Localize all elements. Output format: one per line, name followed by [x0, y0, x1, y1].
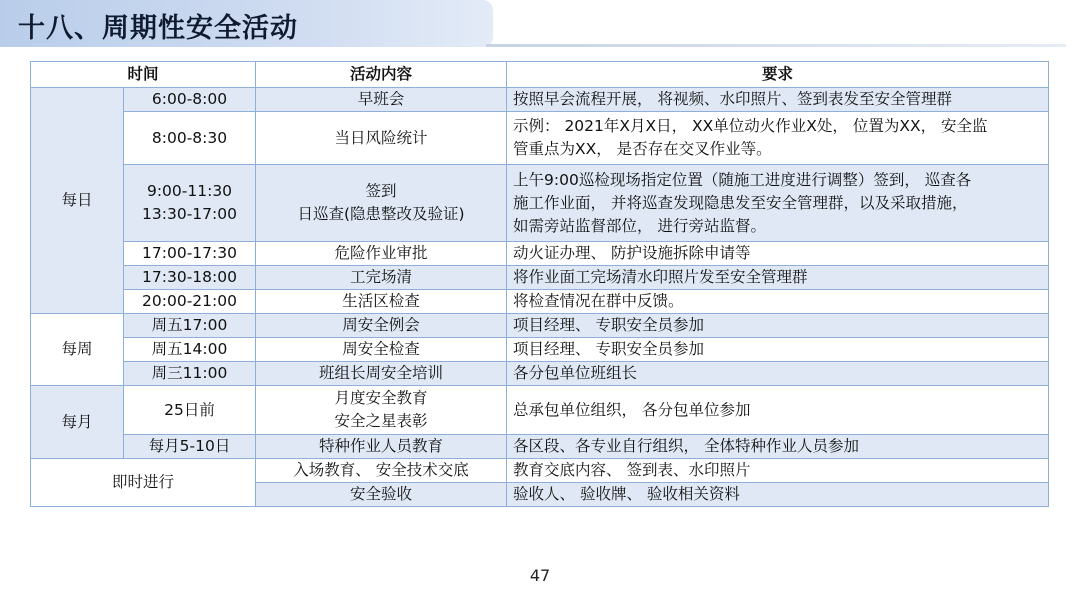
table-row — [31, 314, 1049, 338]
table-row — [31, 112, 1049, 165]
time-cell: 8:00-8:30 — [124, 112, 256, 165]
requirement-cell: 项目经理、 专职安全员参加 — [507, 338, 1049, 362]
table-row — [31, 362, 1049, 386]
group-label-weekly: 每周 — [31, 314, 124, 386]
time-cell: 9:00-11:30 13:30-17:00 — [124, 165, 256, 242]
activity-cell: 入场教育、 安全技术交底 — [256, 459, 507, 483]
time-cell: 17:00-17:30 — [124, 242, 256, 266]
activity-cell: 周安全例会 — [256, 314, 507, 338]
time-cell: 20:00-21:00 — [124, 290, 256, 314]
table-row — [31, 459, 1049, 483]
page-number: 47 — [529, 566, 551, 585]
table-row — [31, 242, 1049, 266]
schedule-table — [30, 61, 1049, 507]
time-cell: 周三11:00 — [124, 362, 256, 386]
group-label-daily: 每日 — [31, 88, 124, 314]
activity-cell: 月度安全教育 安全之星表彰 — [256, 386, 507, 435]
requirement-cell: 将检查情况在群中反馈。 — [507, 290, 1049, 314]
table-row — [31, 290, 1049, 314]
requirement-cell: 验收人、 验收牌、 验收相关资料 — [507, 483, 1049, 507]
requirement-cell: 各分包单位班组长 — [507, 362, 1049, 386]
header-activity: 活动内容 — [256, 62, 507, 88]
page-title: 十八、周期性安全活动 — [18, 13, 298, 44]
table-row — [31, 88, 1049, 112]
activity-cell: 安全验收 — [256, 483, 507, 507]
requirement-cell: 项目经理、 专职安全员参加 — [507, 314, 1049, 338]
activity-cell: 班组长周安全培训 — [256, 362, 507, 386]
table-row — [31, 338, 1049, 362]
requirement-cell: 将作业面工完场清水印照片发至安全管理群 — [507, 266, 1049, 290]
time-cell: 25日前 — [124, 386, 256, 435]
table-row — [31, 266, 1049, 290]
activity-cell: 生活区检查 — [256, 290, 507, 314]
table-header-row — [31, 62, 1049, 88]
activity-cell: 早班会 — [256, 88, 507, 112]
title-banner — [0, 0, 493, 47]
time-cell: 周五17:00 — [124, 314, 256, 338]
title-underline — [486, 44, 1066, 47]
table-row — [31, 165, 1049, 242]
time-cell: 周五14:00 — [124, 338, 256, 362]
group-label-immediate: 即时进行 — [31, 459, 256, 507]
activity-cell: 工完场清 — [256, 266, 507, 290]
requirement-cell: 各区段、各专业自行组织， 全体特种作业人员参加 — [507, 435, 1049, 459]
requirement-cell: 教育交底内容、 签到表、水印照片 — [507, 459, 1049, 483]
activity-cell: 当日风险统计 — [256, 112, 507, 165]
table-row — [31, 435, 1049, 459]
activity-cell: 特种作业人员教育 — [256, 435, 507, 459]
requirement-cell: 动火证办理、 防护设施拆除申请等 — [507, 242, 1049, 266]
requirement-cell: 按照早会流程开展， 将视频、水印照片、签到表发至安全管理群 — [507, 88, 1049, 112]
requirement-cell: 总承包单位组织， 各分包单位参加 — [507, 386, 1049, 435]
header-time: 时间 — [31, 62, 256, 88]
header-requirement: 要求 — [507, 62, 1049, 88]
requirement-cell: 示例： 2021年X月X日， XX单位动火作业X处， 位置为XX， 安全监 管重点为XX， 是否存在交叉作业等。 — [507, 112, 1049, 165]
table-row — [31, 386, 1049, 435]
activity-cell: 签到 日巡查(隐患整改及验证) — [256, 165, 507, 242]
time-cell: 17:30-18:00 — [124, 266, 256, 290]
requirement-cell: 上午9:00巡检现场指定位置（随施工进度进行调整）签到， 巡查各 施工作业面， 并将巡查发现隐患发至安全管理群，以及采取措施， 如需旁站监督部位， 进行旁站监督。 — [507, 165, 1049, 242]
group-label-monthly: 每月 — [31, 386, 124, 459]
time-cell: 6:00-8:00 — [124, 88, 256, 112]
time-cell: 每月5-10日 — [124, 435, 256, 459]
activity-cell: 危险作业审批 — [256, 242, 507, 266]
activity-cell: 周安全检查 — [256, 338, 507, 362]
